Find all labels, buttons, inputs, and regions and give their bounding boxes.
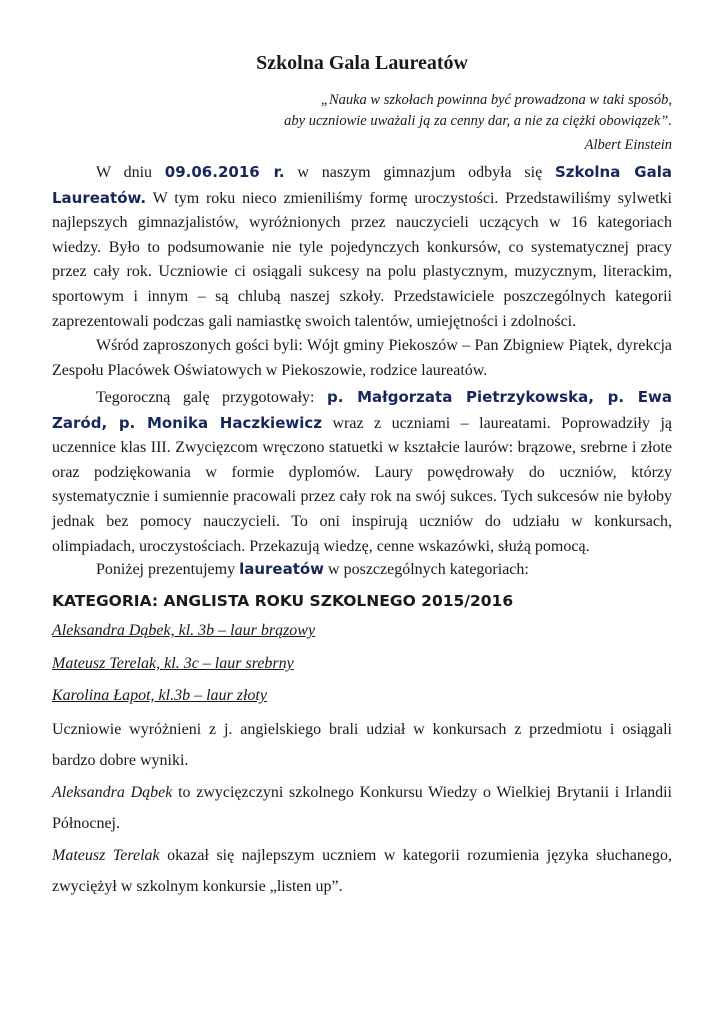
category-heading: KATEGORIA: ANGLISTA ROKU SZKOLNEGO 2015/2016 bbox=[52, 592, 514, 610]
quote-line-1: „Nauka w szkołach powinna być prowadzona w taki sposób, bbox=[320, 92, 672, 108]
terelak-paragraph bbox=[52, 840, 672, 902]
event-name: Szkolna Gala Laureatów. bbox=[52, 163, 673, 207]
document-title: Szkolna Gala Laureatów bbox=[256, 52, 468, 74]
laureates-intro-text-2: w poszczególnych kategoriach: bbox=[324, 561, 529, 578]
intro-text-3: W tym roku nieco zmieniliśmy formę uroczystości. Przedstawiliśmy sylwetki najlepszych gimnazjalistów, wyróżnionych przez nauczycieli uczących w 16 kategoriach wiedzy. Było to podsumowanie nie tyle pojedynczych konkursów, co systematycznej pracy przez cały rok. Uczniowie ci osiągali sukcesy na polu plastycznym, muzycznym, literackim, sportowym i innym – są chlubą naszej szkoły. Przedstawiciele poszczególnych kategorii zaprezentowali podczas gali namiastkę swoich talentów, umiejętności i zdolności. bbox=[52, 189, 672, 330]
laureate-gold: Karolina Łapot, kl.3b – laur złoty bbox=[52, 687, 267, 704]
laureate-silver: Mateusz Terelak, kl. 3c – laur srebrny bbox=[52, 655, 294, 672]
event-date: 09.06.2016 r. bbox=[164, 163, 285, 181]
intro-paragraph bbox=[52, 160, 672, 334]
guests-paragraph: Wśród zaproszonych gości byli: Wójt gminy Piekoszów – Pan Zbigniew Piątek, dyrekcja Zespołu Placówek Oświatowych w Piekoszowie, rodzice laureatów. bbox=[52, 337, 672, 379]
einstein-quote bbox=[284, 90, 672, 132]
quote-line-2: aby uczniowie uważali ją za cenny dar, a nie za ciężki obowiązek”. bbox=[284, 113, 672, 129]
laureates-word: laureatów bbox=[239, 560, 325, 578]
intro-text-1: W dniu bbox=[96, 164, 165, 181]
intro-text-2: w naszym gimnazjum odbyła się bbox=[284, 164, 555, 181]
laureate-bronze: Aleksandra Dąbek, kl. 3b – laur brązowy bbox=[52, 622, 316, 639]
organizers-text-2: wraz z uczniami – laureatami. Poprowadziły ją uczennice klas III. Zwycięzcom wręczono statuetki w kształcie laurów: brązowe, srebrne i złote oraz podziękowania w formie dyplomów. Laury powędrowały do uczniów, którzy systematycznie i sumiennie pracowali przez cały rok na swój sukces. Tych sukcesów nie byłoby jednak bez pomocy nauczycieli. To oni inspirują uczniów do udziału w konkursach, olimpiadach, uroczystościach. Przekazują wiedzę, cenne wskazówki, służą pomocą. bbox=[52, 414, 673, 555]
laureates-intro-text-1: Poniżej prezentujemy bbox=[96, 561, 240, 578]
dabek-text: to zwycięzczyni szkolnego Konkursu Wiedzy o Wielkiej Brytanii i Irlandii Północnej. bbox=[52, 784, 672, 832]
quote-author: Albert Einstein bbox=[584, 137, 672, 153]
organizers-paragraph bbox=[52, 385, 672, 559]
organizers-text-1: Tegoroczną galę przygotowały: bbox=[96, 389, 327, 406]
dabek-paragraph bbox=[52, 777, 672, 839]
dabek-name: Aleksandra Dąbek bbox=[52, 784, 173, 801]
laureates-intro bbox=[52, 557, 672, 583]
terelak-name: Mateusz Terelak bbox=[52, 847, 160, 864]
english-paragraph: Uczniowie wyróżnieni z j. angielskiego brali udział w konkursach z przedmiotu i osiągali bardzo dobre wyniki. bbox=[52, 721, 672, 769]
organizers-names: p. Małgorzata Pietrzykowska, p. Ewa Zaród, p. Monika Haczkiewicz bbox=[52, 388, 672, 432]
terelak-text: okazał się najlepszym uczniem w kategorii rozumienia języka słuchanego, zwyciężył w szkolnym konkursie „listen up”. bbox=[52, 847, 672, 895]
